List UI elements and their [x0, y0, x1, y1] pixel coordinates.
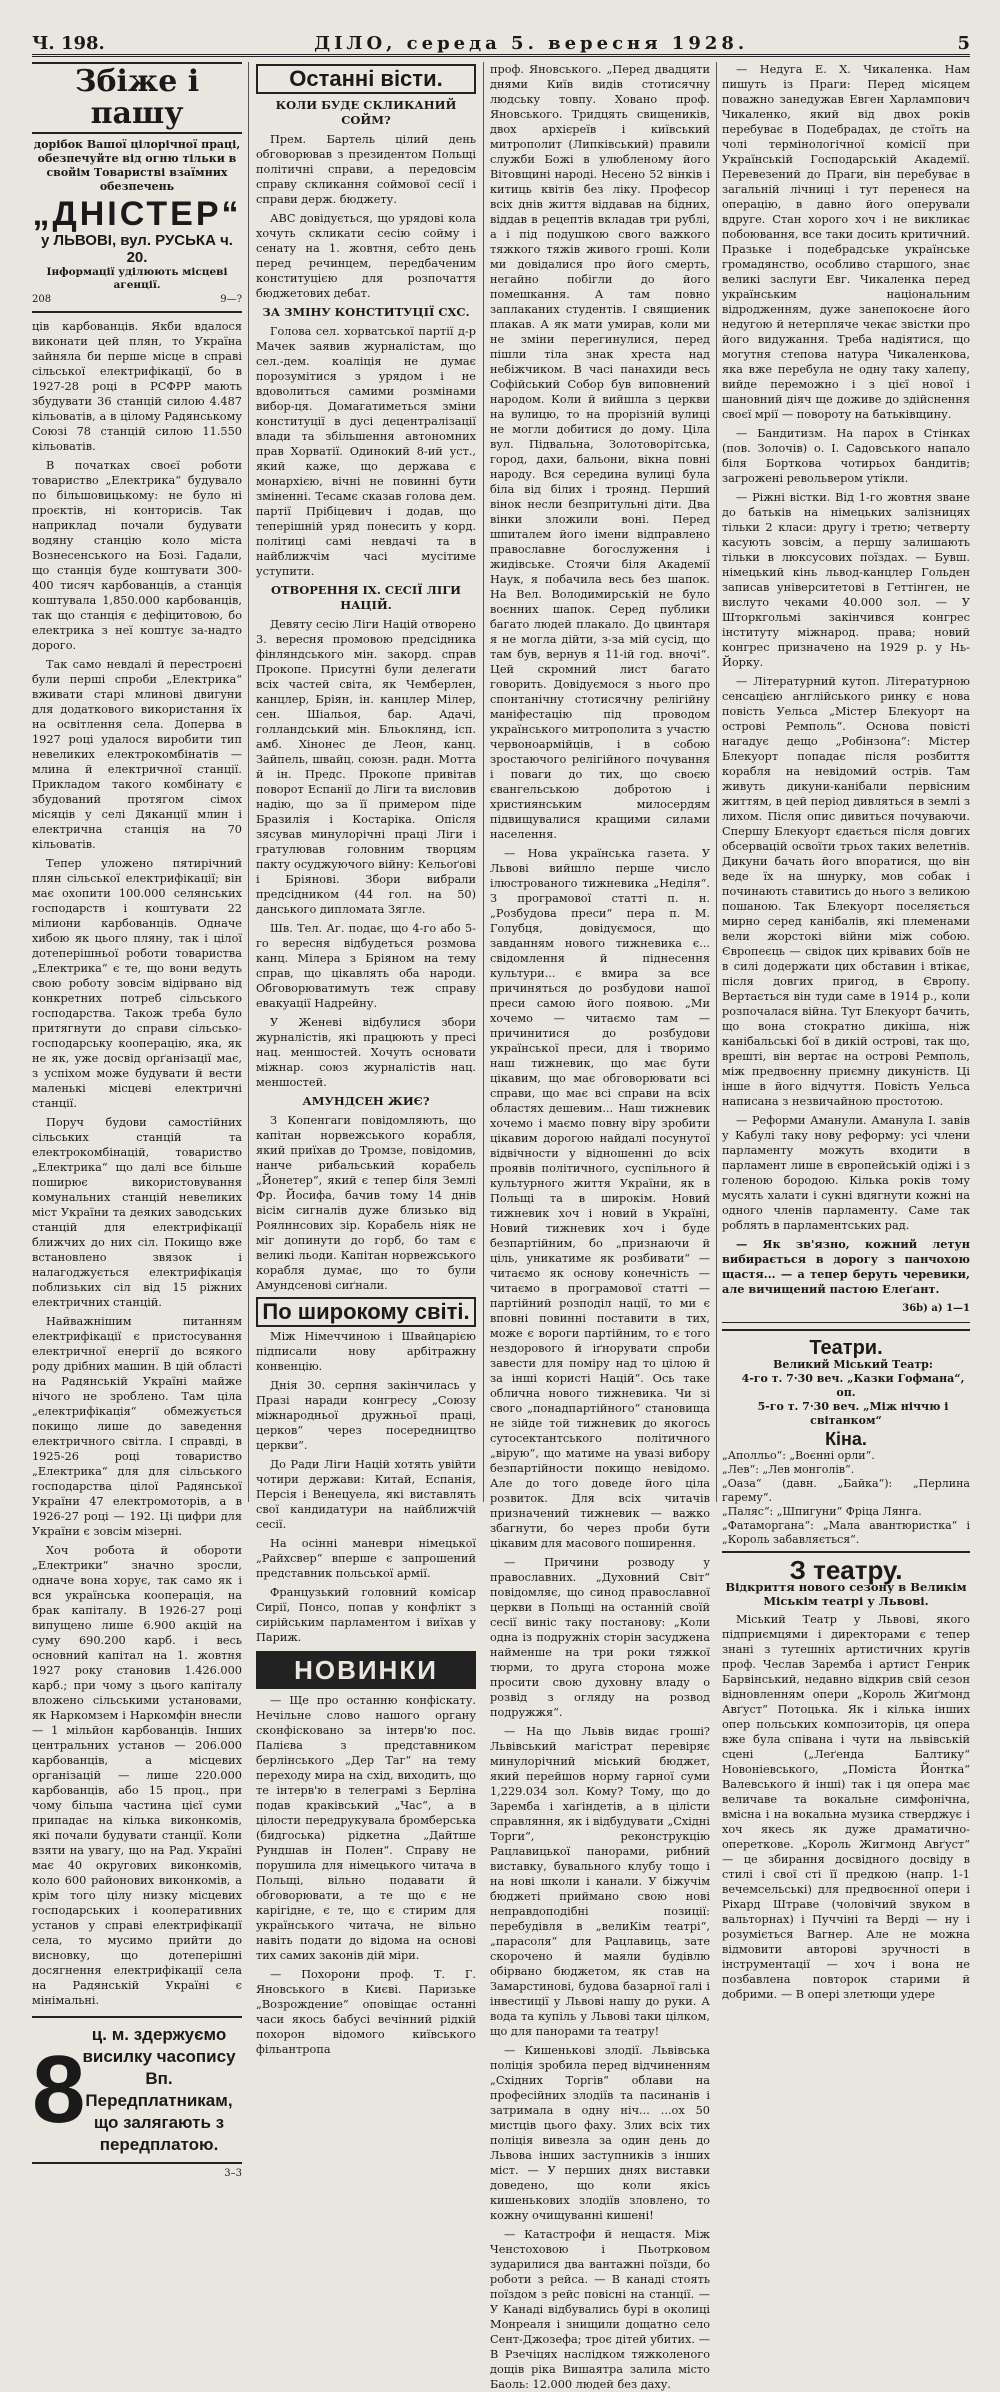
- ad-company-name: „ДНІСТЕР“: [32, 195, 242, 233]
- article-paragraph: Поруч будови самостійних сільських станцій та електрокомбінацій, товариство „Електрика“ що далі все більше поширює використовування комунальних станцій невеликих міст України та деяких заводських станцій для електрифікації ближчих до них сіл. Покищо вже встановлено звязок і налагоджується електрифікація поблизьких сіл від 15 ріжних електричних станцій.: [32, 1116, 242, 1309]
- notice-number: 8: [32, 2036, 86, 2143]
- issue-number: Ч. 198.: [32, 33, 105, 54]
- world-item: Днія 30. серпня закінчилась у Празі наради конгресу „Союзу міжнародньої дружньої праці, церков“ через посередництво церкви“.: [256, 1379, 476, 1452]
- article-paragraph: ців карбованців. Якби вдалося виконати цей плян, то Україна зайняла би перше місце в справі сільської електрифікації, бо в 1927-28 році в РСФРР мають збудувати 36 станцій силою 4.487 кільоватів, а в цілому Радянському Союзі 78 станцій силою 11.550 кільоватів.: [32, 320, 242, 453]
- notice-code: 3–3: [224, 2168, 242, 2179]
- news-item: — Недуга Е. Х. Чикаленка. Нам пишуть із Праги: Перед місяцем поважно занедужав Евген Харлампович Чикаленко, який від двох років перебуває в Подебрадах, де стоїть на чолі термінологічної комісії при Українській Господарській Академії. Перевезений до Праги, він перебуває в загальній лічниці і тут перенеся на операцію, в давно його оперували вдруге. Стан хорого хоч і не викликає побоювання, все таки досить критичний. Празьке і подебрадське українське громадянство, особливо старшого, знає великі заслуги Евг. Чикаленка перед українським національним відродженням, дуже занепокоєне його недугою й нетерпляче чекає звістки про його видужання. Треба надіятися, що могутня степова натура Чикаленкова, яка вже перебула не одну таку халепу, вийде переможно і з цієї нової і шановний діяч ще доживе до здійснення своєї мрії — повороту на батьківщину.: [722, 63, 970, 421]
- notice-text: ц. м. здержуємо висилку часопису Вп. Передплатникам, що залягають з передплатою.: [82, 2025, 236, 2154]
- news-item: — Катастрофи й нещастя. Між Ченстоховою і Пьотрковом зударилися два вантажні поїзди, бо роботи з рейса. — В канаді стоять поїздом з рейс повісні на станції. — У Канаді відбувались бурі в околиці Монреаля і знищили дощатно село Сент-Джозефа; троє дітей убитих. — В Рзечіцях наслідком тяжколеного дощів ріка Вишаятра залила місто Баоль: 12.000 людей без даху.: [490, 2228, 710, 2391]
- column-4: [722, 62, 970, 2001]
- article-paragraph: Так само невдалі й перестроєні були перші спроби „Електрика“ вживати старі млинові двигуни для додаткового використання їх на освітлення села. Доперва в 1927 році удалося виробити тип невеликих електрокомбінатів — млина й електричної станції. Прикладом такого комбінату є збудований протягом сімох місяців у селі Дяканції млин і електрична станція на 70 кільоватів.: [32, 658, 242, 851]
- theatre-line: Великий Міський Театр:: [773, 1358, 933, 1371]
- news-item: — На що Львів видає гроші? Львівський магістрат перевіряє минулорічний міський бюджет, який перейшов норму гарної суми 1,229.034 зол. Кому? Тому, що до Заремба і хаґіндетів, а в цілісти справляння, як і відбудувати „Східні Торги“, реконструкцію Рацлавицької панорами, рибний виставку, бувального клубу тощо і на нові школи і канали. У біжучім бюджеті приймано свою нові неправдоподібні позиції: перебудівля в „велиКім театрі“, „парасоля“ для Рацлавиць, зате скорочено й маяли будівлю обірвано бюджетом, як став на Замарстинові, будова базарної галі і інвестиції у Львові нашу до руки. А вода та купіль у Львові таки цілком, що для панорами та театру!: [490, 1725, 710, 2038]
- article-paragraph: Шв. Тел. Аг. подає, що 4-го або 5-го вересня відбудеться розмова канц. Мілера з Бріяном на тему справ, що цікавлять оба народи. Обговорюватимуть теж справу евакуації Надрейну.: [256, 922, 476, 1010]
- news-item: — Кишенькові злодії. Львівська поліція зробила перед відчиненням „Східних Торгів“ облави на професійних злодіїв та пасинанів і затримала в одну ніч... ...ох 50 мистців цього фаху. Злих всіх тих поліція вивезла за один день до Львова інших заступників з інших міст. — У перших днях виставки доведено, що коли якісь кишенькових злодіїв зловлено, то кожну очищуванні кишені!: [490, 2044, 710, 2222]
- world-section-title: По широкому світі.: [256, 1297, 476, 1327]
- cinema-line: „Фатаморгана“: „Мала авантюристка“ і „Король забавляється“.: [722, 1519, 970, 1546]
- from-theatre-title: З театру.: [789, 1555, 903, 1585]
- column-rule: [248, 62, 249, 1502]
- news-item: — Реформи Аманули. Аманула І. завів у Кабулі таку нову реформу: усі члени парламенту можуть входити в парламент лише в європейській одіжі і з голеною бородою. Кілька років тому мусять халати і сукні вдягнути кожні на одного членів парламенту. Саме так роблять в парламентських рад.: [722, 1114, 970, 1232]
- cinema-line: „Оаза“ (давн. „Байка“): „Перлина гарему“.: [722, 1477, 970, 1504]
- news-item: — Причини розводу у православних. „Духовний Світ“ повідомляє, що синод православної церкви в Польщі на останній своїй сесії виніс таку постанову: „Коли одна із подружніх сторін засуджена найменше на три роки тяжкої тюрми, то друга сторона може просити свою духовну владу о розвід з огляду на розвод подружжя“.: [490, 1556, 710, 1719]
- ad-text: дорібок Вашої цілорічної праці, обезпечуйте від огню тільки в свойім Товаристві взаїмних обезпечень: [33, 138, 241, 193]
- world-item: Між Німеччиною і Швайцарією підписали нову арбітражну конвенцію.: [256, 1330, 476, 1373]
- column-3: [490, 62, 710, 2391]
- news-item: — Ще про останню конфіскату. Нечільне слово нашого органу сконфісковано за інтерв'ю пос. Палієва з представником берлінського „Дер Таг“ на тему переходу мира на схід, виходить, що те інтерв'ю в телеграмі з Берліна подав краківський „Час“, а в цілости передрукувала бромберська (бидгоська) рідкетна „Дайтше Рундшав ін Полен“. Справу не порушила для німецького читача в Польщі, вільно подавати й обговорювати, а те що є не карігідне, є те, що є стирим для українського читача, не вільно навіть подати до відома на основі тих самих законів дій міри.: [256, 1694, 476, 1962]
- news-headline: ЗА ЗМІНУ КОНСТИТУЦІЇ СХС.: [262, 305, 470, 319]
- ad-code-left: 208: [32, 294, 52, 305]
- column-1: [32, 62, 242, 2179]
- article-paragraph: Голова сел. хорватської партії д-р Мачек заявив журналістам, що сел.-дем. коаліція не думає порозумітися з урядом і не вдоволиться самими розмінами вибор-ця. Домагатиметься зміни конституції в дусі децентралізації влади та збільшення автономних прав Хорватії. Одинокий 8-ий уст., який каже, що держава є монархією, вічні не повинні бути зміненні. Тесамє сказав голова дем. партії Прібіцевич і додав, що теперішній уряд понесить у корд. політиці самі невдачі та в найближчім часі мусітиме уступити.: [256, 325, 476, 578]
- news-headline: КОЛИ БУДЕ СКЛИКАНИЙ СОЙМ?: [275, 98, 457, 127]
- article-paragraph: Найважнішим питанням електрифікації є пристосування електричної енергії до всякого роду дрібних машин. В цій області на Радянській Україні майже нічого не зроблено. Там ціла „електрифікація“ обмежується покищо лише до заведення електричного світла. І справді, в 1925-26 році товариство „Електрика“ для для сільського господарства цілої Радянської України 47 електромоторів, а в 1926-27 році — 192. Ці цифри для України є зовсім мізерні.: [32, 1315, 242, 1538]
- article-paragraph: АВС довідується, що урядові кола хочуть скликати сесію сойму і сенату на 1. жовтня, себто день перед речинцем, передбаченим конституцією для розпочаття бюджетових дебат.: [256, 212, 476, 300]
- from-theatre-subtitle: Відкриття нового сезону в Великім Міськім театрі у Львові.: [725, 1580, 967, 1608]
- news-item: — Ріжні вістки. Від 1-го жовтня зване до батьків на німецьких залізницях тільки 2 класи: другу і третю; четверту касують зовсім, а першу залишають тільки в люксусових поїздах. — Бувш. німецький кінь львод-канцлер Гольден записав університетові в Геттінген, не вислуто чеками 40.000 зол. — У Шторкгольмі закінчився конгрес інституту міжнарод. права; новий конгрес призначено на 1929 р. у Нь-Йорку.: [722, 491, 970, 669]
- column-2: [256, 62, 476, 2056]
- world-item: Французький головний комісар Сирії, Понсо, попав у конфлікт з сирійським парламентом і виїхав у Париж.: [256, 1586, 476, 1644]
- article-paragraph: У Женеві відбулися збори журналістів, які працюють у пресі нац. меншостей. Хочуть основати міжнар. союз журналістів нац. меншостей.: [256, 1016, 476, 1089]
- ad-title: Збіже і пашу: [32, 62, 242, 134]
- theatre-title: Театри.: [809, 1337, 883, 1359]
- divider: [722, 1322, 970, 1323]
- theatre-listing: [722, 1329, 970, 1553]
- cinema-line: „Паляс“: „Шпигуни“ Фріца Лянга.: [722, 1505, 922, 1518]
- ad-note: Інформації уділюють місцеві агенції.: [46, 266, 228, 291]
- world-item: До Ради Ліги Націй хотять увійти чотири держави: Китай, Еспанія, Персія і Венецуела, які виставлять свої кандидатури на найближчій сесії.: [256, 1458, 476, 1531]
- latest-news-title: Останні вісти.: [256, 64, 476, 94]
- news-headline: АМУНДСЕН ЖИЄ?: [302, 1094, 430, 1108]
- subscription-notice: [32, 2016, 242, 2164]
- article-paragraph: проф. Яновського. „Перед двадцяти днями Київ видів стотисячну людську товпу. Ховано проф. Яновського. Тридцять свищеників, двох архієреїв і київський митрополит (Липківський) правили служби Божі в улюбленому його Вітовщині народі. Несено 52 вінків і китиць квітів без ліку. Професор всіх днів життя віддавав на бідних, віддав в рецептів вкладав три рублі, а і під подушкою свого важкого тяжкого тяжів живого гроші. Коли ми довідалися про його смерть, негайно побігли до його помешкання. А там повно заплаканих студентів. І свящиеник плакав. А як мати умирав, коли ми не зміни перегинулися, перед пішли тіла знак хреста над небіжчиком. В часі панахиди весь Софійський Собор був виповнений народом. Коли й вийшла з церкви на вулицю, то на прорізній вулиці не могли добитися до дому. Ціла вул. Підвальна, Золотоворітська, город, дахи, бальони, вікна повні народу. Вся середина вулиці була біла від білих і троянд. Перший вінок несли безпритульні діти. Два вінки зложили воні. Перед шпиталем його імени відправлено православне богослуження і жидівське. Стоячи біля Академії Наук, я побачила весь без шапок. На Вел. Володимирській не було воєнних шапок. Серед публики багато людей плакало. До цвинтаря я не могла дійти, з-за мій сусід, що там був, вернув я 11-ій год. вночі“. Цей скромний лист багато говорить. Довідуємося з нього про спонтанічну стотисячну релігійну маніфестацію під проводом українського митрополита з участю червоноармійців, і в собою зростаючого релігійного почування і поваги до тих, що своєю євангельською добротою і християнським милосердям підвищувалися кращими силами населення.: [490, 63, 710, 841]
- theatre-line: 5-го т. 7·30 веч. „Між ніччю і світанком“: [757, 1400, 949, 1427]
- ad-item: — Як зв'язно, кожний летун вибирається в дорогу з панчохою щастя... — а тепер беруть черевики, але вичищений пастою Елеґант.: [722, 1237, 970, 1296]
- news-item: — Похорони проф. Т. Г. Яновського в Києві. Паризьке „Возрождение“ оповіщає останні часи якось бабусі вечінний рідкій похорон відомого київського фільантропа: [256, 1968, 476, 2056]
- news-item: — Літературний кутоп. Літературною сенсацією англійського ринку є нова повість Уельса „Містер Блекуорт на острові Ремполь“. Основа повісті нагадує дещо „Робінзона“: Містер Блекуорт попадає після розбиття корабля на невідомий острів. Там живуть дикуни-канібали первісним життям, в цей період дивляться в землі з лихом. Після опис дивиться почуваючи. Спершу Блекуорт єдається після довгих обсервацій освоїти трьох таких велетнів. Дикуни бачать його впоратися, що він веде їх на шнурку, мов собак і починають ставитись до нього з великою пошаною. Так Блекуорт поселяється мирно серед канібалів, які племенами вели жорстокі війни між собою. Європеєць — свідок цих крівавих боїв не в силі додержати цих обставин і втікає, після довгих пригод, в Європу. Вертається він туди саме в 1914 р., коли розпочалася війна. Тут Блекуорт бачить, що вона стократно дикіша, ніж канібальські бої в дикій острові, так що, врешті, він вертає на острові Ремполь, між предвоєнну приємну дикуніств. Ці інше в його відчуття. Повість Уельса написана з незвичайною простотою.: [722, 675, 970, 1108]
- column-rule: [716, 62, 717, 1502]
- article-paragraph: Хоч робота й обороти „Електрики“ значно зросли, одначе вона хорує, так само як і вся українська кооперація, на брак капіталу. В 1926-27 році випущено лише 6.900 акцій на суму 690.200 карб. і весь основний капітал на 1. жовтня 1927 року становив 1.426.000 карб.; при чому з цього капіталу вложено сільськими установами, як Наркомзем і Наркомфін внесли — 1 мільйон карбованців. Інших центральних установ — 206.000 карбованців, а місцевих організацій — лише 220.000 карбованців, або 15 проц., при чому більша частина цієї суми припадає на кілька виконкомів, які почали будувати станції. Коли взяти на увагу, що на Рад. Україні має 40 округових виконкомів, коло 600 районових виконкомів, а крім того цілу низку місцевих господарських і кооперативних установ у справі електрифікації села, то мусимо прийти до висновку, що дотеперішні досягнення електрифікації села на Радянській Україні є мінімальні.: [32, 1544, 242, 2007]
- theatre-line: 4-го т. 7·30 веч. „Казки Гофмана“, оп.: [741, 1372, 965, 1399]
- article-paragraph: Девяту сесію Ліги Націй отворено 3. вересня промовою предсідника фінляндського мін. закорд. справ Прокопе. Присутні були делегати всіх частей світа, як Чемберлен, канцлер, Бріян, ін. канцлер Мілер, сен. Шіальоя, бар. Адачі, голландський мін. Бльоклянд, ісп. амб. Хінонес де Леон, канц. Зайпель, швайц. союзн. радн. Мотта й ін. Предс. Прокопе привітав поворот Еспанії до Ліги та висловив надію, що за її примером піде Бразилія і Костаріка. Опісля зясував минулорічні праці Ліги і гратулював головним творцям пакту осуджуючого війну: Кельоґові і Бріянові. Збори вибрали предсідником (44 гол. на 50) данського дипломата Зягле.: [256, 618, 476, 916]
- masthead: [32, 28, 970, 57]
- ad-code-right: 9—?: [220, 294, 242, 305]
- article-paragraph: Тепер уложено пятирічний плян сільської електрифікації; він має охопити 100.000 селянських господарств і коштувати 22 мілиони карбованців. Одначе хибою як цього пляну, так і цілої дотеперішньої роботи товариства „Електрика“ є те, що вони ведуть свою роботу зовсім відірвано від конкретних потреб сільського господарства. Також треба було притягнути до справи сільсько-господарську кооперацію, яка, як не як, уже досвід орґанізації має, з успіхом може будувати й вести маленькі місцеві електричні станції.: [32, 857, 242, 1110]
- cinema-line: „Аполльо“: „Воєнні орли“.: [722, 1449, 875, 1462]
- cinema-title: Кіна.: [825, 1429, 867, 1449]
- page-number: 5: [957, 33, 970, 54]
- ad-code: 36b) a) 1—1: [902, 1303, 970, 1314]
- ad-address: у ЛЬВОВІ, вул. РУСЬКА ч. 20.: [41, 232, 233, 266]
- news-headline: ОТВОРЕННЯ IX. СЕСІЇ ЛІГИ НАЦІЙ.: [270, 583, 462, 612]
- news-item: — Бандитизм. На парох в Стінках (пов. Золочів) о. І. Садовського напало біля Борткова чотирьох бандитів; загрожені револьвером утікли.: [722, 427, 970, 485]
- article-paragraph: Міський Театр у Львові, якого підприємцями і директорами є тепер знані з тутешніх артистичних кругів проф. Чеслав Заремба і артист Генрик Барвінський, недавно відкрив свій сезон відновленням опери „Король Жиґмонд Авґуст“ Потоцька. Як і кілька інших опер польських композиторів, ця опера вже була співана і чути на львівській сцені („Леґенда Балтику“ Новоніевського, „Поміста Йонтка“ Валевського й інші) так і ця опера має величаве та вокальне симфонічна, вмісна і на вокальна музика стверджує і хоч якесь як дуже драматично-опереткове. „Король Жигмонд Авґуст“ — це збирання досвідного досвіду в стилі і свої сті її предкою (напр. 1-1 вечемсельські) для предвоєнної опери і Ріхард Штраве (чоловічий звуком в вальторнах) і Пуччіні та Верді — ну і розуміється Вагнер. Але не можна відмовити авторові зручності в інструментації — хоч і вона не позбавлена повторок старими й добрими. — В опері злетющи удере: [722, 1613, 970, 2001]
- world-item: На осінні маневри німецької „Райхсвер“ вперше є запрошений представник польської армії.: [256, 1537, 476, 1580]
- novynky-section-title: НОВИНКИ: [256, 1651, 476, 1689]
- article-paragraph: З Копенгаги повідомляють, що капітан норвежського корабля, який приїхав до Тромзе, повідомив, нанче рибальський корабель „Йонетер“, який є тепер біля Землі Фр. Йосифа, бачив тому 14 днів вісім сигналів дуже близько від Роялннсових зір. Корабель ніяк не міг допинути до горб, бо там є великі льоди. Капітан норвежського корабля думає, що то були Амундсенові сиґнали.: [256, 1114, 476, 1292]
- article-paragraph: В початках своєї роботи товариство „Електрика“ будувало по більшовицькому: не було ні проєктів, ні конторисів. Так наприклад почали будувати водяну станцію коло міста Вознесенського на Бозі. Гадали, що станція буде коштувати 300-400 тисяч карбованців, а станція коштувала 1,850.000 карбованців, так що станція є дефіцитовою, бо електрика з неї коштує за-надто дорого.: [32, 459, 242, 652]
- cinema-line: „Лев“: „Лев монголів“.: [722, 1463, 855, 1476]
- news-item: — Нова українська газета. У Львові вийшло перше число ілюстрованого тижневика „Неділя“. З програмової статті п. н. „Розбудова преси“ пера п. М. Голубця, довідуємося, що завданням нового тижневика є... свідомлення й піднесення культури... є вмира за все причиняться до розбудови нашої преси самою його появою. „Ми хочемо — читаємо там — причинитися до розбудови української преси, для і творимо наш тижневик, що має бути цікавим, що має обговорювати всі справи, що має всі справи на всіх областях дешевим... Наш тижневик хочемо і маємо повну віру зробити цікавим дорогою найдалі посунутої відвічности у відношенні до всіх проявів політичного, суспільного й культурного життя України, як в Польщі та в широкім. Новий тижневик хоч і новий в Україні, Новий тижневик хоч і буде безпартійним, бо „признаючи й ціль, уникатиме як розбивати“ — читаємо як основу конечність — читаємо в програмової статті — партійний розподіл нації, то ми є вповні повинні поставити в тих, може є вороги партійним, то є того нездорового й іґнорувати спроби завести для поміру над то цілою й за інші користі Націй“. Ось таке облична нового тижневика. Чи зі свого „понадпартійного“ становища не зійде той тижневик до якогось сутосектантського політичного „вірую“, що матиме на увазі вибору безпартійности покищо невідомо. Але до того доведе його ціла розвиток. Для всіх читачів призначений тижневик — важко збагнути, бо через проби бути цікавим для масового поширення.: [490, 847, 710, 1550]
- article-paragraph: Прем. Бартель цілий день обговорював з президентом Польщі політичні справи, а передовсім справу скликання соймової сесії і справи держ. бюджету.: [256, 133, 476, 206]
- ad-code: [32, 292, 242, 313]
- column-rule: [483, 62, 484, 1502]
- newspaper-title: ДІЛО, середа 5. вересня 1928.: [314, 33, 749, 54]
